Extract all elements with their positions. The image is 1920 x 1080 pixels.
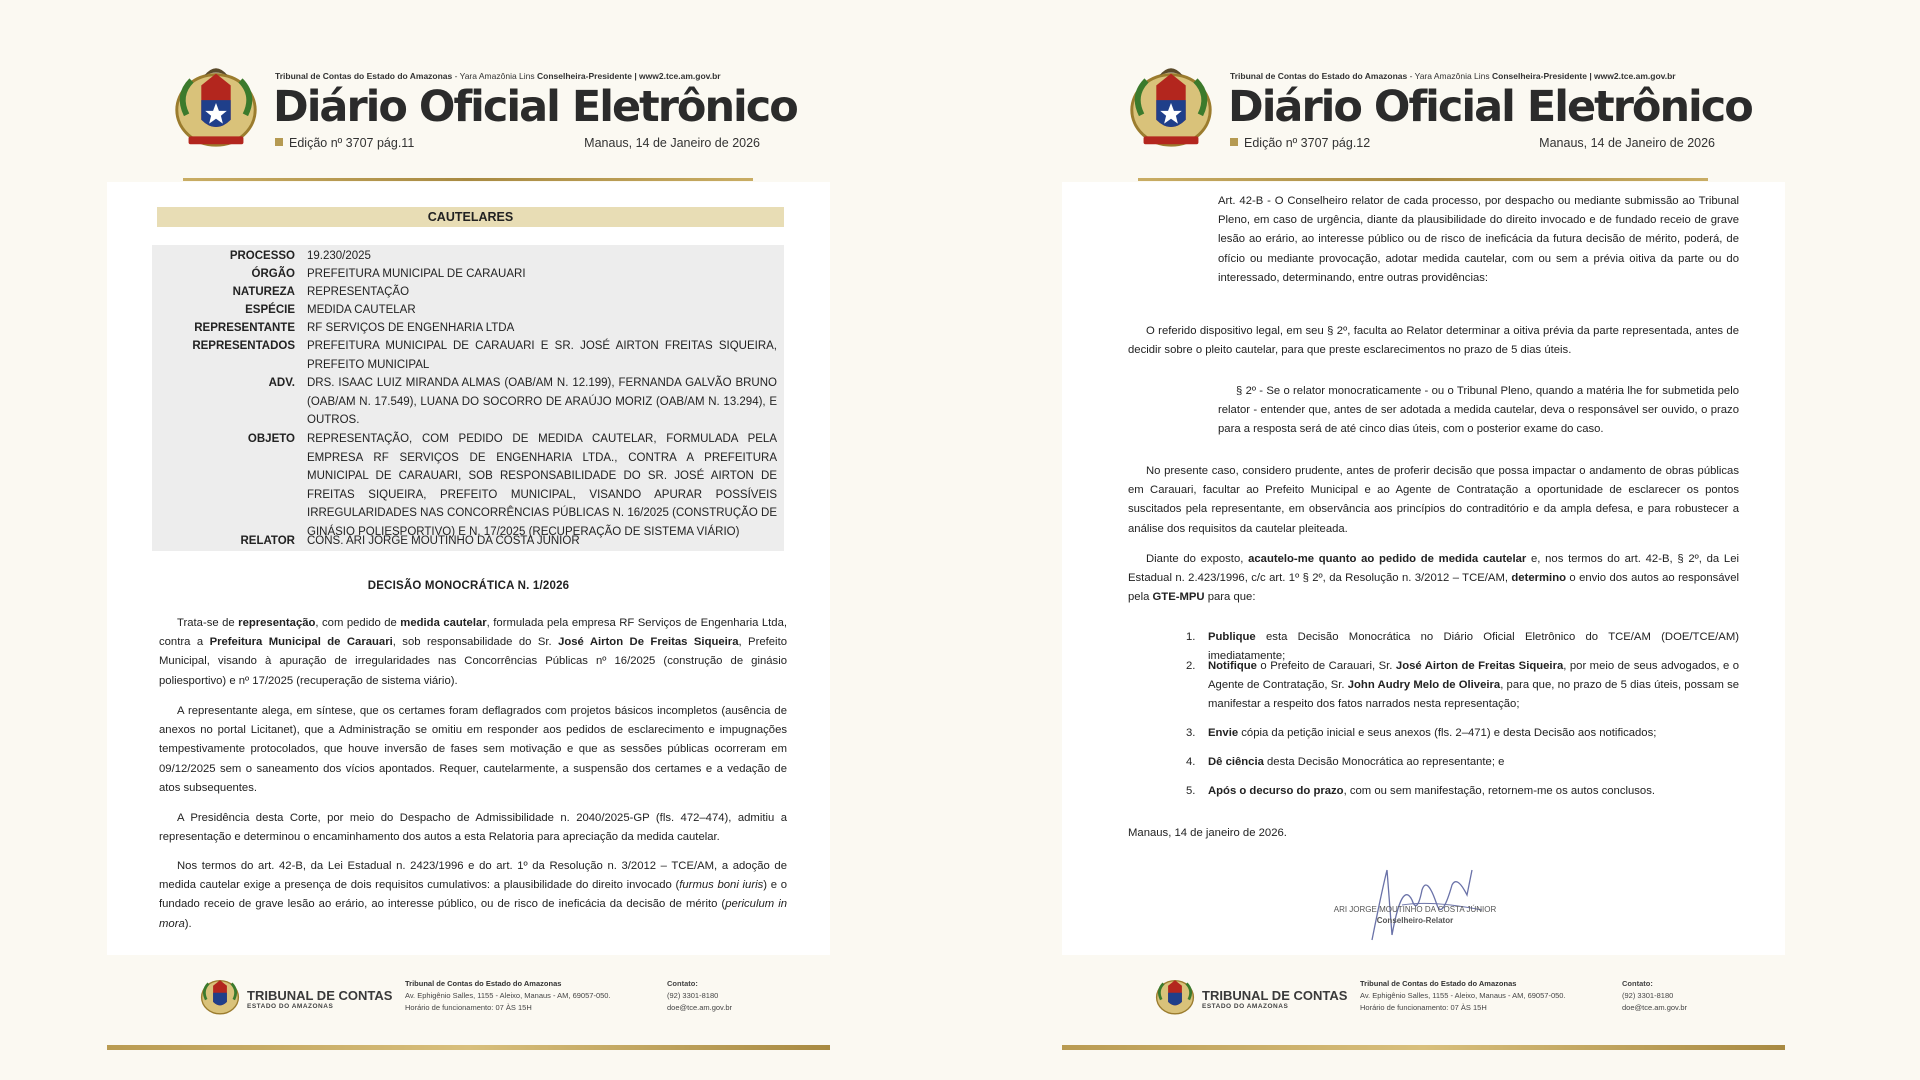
footer-contact: Contato: (92) 3301-8180 doe@tce.am.gov.br: [667, 979, 733, 1012]
document-sheet: [1062, 182, 1785, 955]
list-item: 5. Após o decurso do prazo, com ou sem manifestação, retornem-me os autos conclusos.: [1186, 785, 1656, 797]
footer-address: Tribunal de Contas do Estado do Amazonas Av. Ephigênio Salles, 1155 - Aleixo, Manaus - AM, 69057-050. Horário de funcionamento: 07 ÀS 15H: [405, 979, 611, 1012]
paragraph: No presente caso, considero prudente, antes de proferir decisão que possa impactar o andamento de obras públicas em Carauari, facultar ao Prefeito Municipal e ao Agente de Contratação a oportunidade de esclarecer os pontos suscitados pela representante, em observância aos princípios do contraditório e da ampla defesa, e para robustecer a análise dos requisitos da cautelar pleiteada.: [1128, 465, 1739, 535]
paragraph: O referido dispositivo legal, em seu § 2º, faculta ao Relator determinar a oitiva prévia da parte representada, antes de decidir sobre o pleito cautelar, para que preste esclarecimentos no prazo de 5 dias úteis.: [1128, 325, 1739, 357]
edition-date: Manaus, 14 de Janeiro de 2026: [584, 136, 760, 150]
signer-name: ARI JORGE MOUTINHO DA COSTA JÚNIOR: [1333, 905, 1497, 914]
signature-icon: [1342, 850, 1512, 950]
legal-quote: § 2º - Se o relator monocraticamente - ou o Tribunal Pleno, quando a matéria lhe for submetida pelo relator - entender que, antes de ser adotada a medida cautelar, deva o responsável ser ouvido, o prazo para a resposta será de até cinco dias úteis, com o posterior exame do caso.: [1218, 385, 1739, 436]
crest-emblem-icon: [1122, 56, 1220, 154]
list-item: 3. Envie cópia da petição inicial e seus anexos (fls. 2–471) e desta Decisão aos notificados;: [1186, 727, 1657, 739]
footer-address: Tribunal de Contas do Estado do Amazonas Av. Ephigênio Salles, 1155 - Aleixo, Manaus - AM, 69057-050. Horário de funcionamento: 07 ÀS 15H: [1360, 979, 1566, 1012]
journal-title: Diário Oficial Eletrônico: [273, 82, 797, 132]
paragraph: A representante alega, em síntese, que os certames foram deflagrados com projetos básicos incompletos (ausência de anexos no portal Licitanet), que a Administração se omitiu em responder aos pedidos de esclarecimento e impugnações tempestivamente protocolados, que houve inversão de fases sem motivação e que as sessões públicas ocorreram em 09/12/2025 sem o saneamento dos vícios apontados. Requer, cautelarmente, a suspensão dos certames e a vedação de atos subsequentes.: [159, 705, 787, 794]
paragraph: Diante do exposto, acautelo-me quanto ao pedido de medida cautelar e, nos termos do art. 42-B, § 2º, da Lei Estadual n. 2.423/1996, c/c art. 1º § 2º, da Resolução n. 3/2012 – TCE/AM, determino o envio dos autos ao responsável pela GTE-MPU para que:: [1128, 553, 1739, 604]
page-footer: [1062, 970, 1785, 1050]
page-header: [1062, 0, 1785, 180]
footer-crest-icon: [197, 972, 243, 1018]
section-title: CAUTELARES: [157, 207, 784, 227]
edition-date: Manaus, 14 de Janeiro de 2026: [1539, 136, 1715, 150]
page-footer: [107, 970, 830, 1050]
paragraph: Nos termos do art. 42-B, da Lei Estadual n. 2423/1996 e do art. 1º da Resolução n. 3/2012 – TCE/AM, a adoção de medida cautelar exige a presença de dois requisitos cumulativos: a plausibilidade do direito invocado (furmus boni iuris) e o fundado receio de grave lesão ao erário, ao interesse público, ou de risco de ineficácia da decisão de mérito (periculum in mora).: [159, 860, 788, 930]
legal-quote: Art. 42-B - O Conselheiro relator de cada processo, por despacho ou mediante submissão ao Tribunal Pleno, em caso de urgência, diante da plausibilidade do direito invocado e de fundado receio de grave lesão ao erário, ao interesse público ou de risco de ineficácia da futura decisão de mérito, poderá, de ofício ou mediante provocação, adotar medida cautelar, com ou sem a prévia oitiva da parte ou do interessado, determinando, entre outras providências:: [1218, 195, 1739, 284]
process-info-table: PROCESSO 19.230/2025 ÓRGÃO PREFEITURA MUNICIPAL DE CARAUARI NATUREZA REPRESENTAÇÃO ESPÉCIE MEDIDA CAUTELAR REPRESENTANTE RF SERVIÇOS DE ENGENHARIA LTDA REPRESENTADOS PREFEITURA MUNICIPAL DE CARAUARI E SR. JOSÉ AIRTON FREITAS SIQUEIRA, PREFEITO MUNICIPAL ADV. DRS. ISAAC LUIZ MIRANDA ALMAS (OAB/AM N. 12.199), FERNANDA GALVÃO BRUNO (OAB/AM N. 17.549), LUANA DO SOCORRO DE ARAÚJO MORIZ (OAB/AM N. 13.294), E OUTROS. OBJETO REPRESENTAÇÃO, COM PEDIDO DE MEDIDA CAUTELAR, FORMULADA PELA EMPRESA RF SERVIÇOS DE ENGENHARIA LTDA., CONTRA A PREFEITURA MUNICIPAL DE CARAUARI, SOB RESPONSABILIDADE DO SR. JOSÉ AIRTON DE FREITAS SIQUEIRA, PREFEITO MUNICIPAL, VISANDO APURAR POSSÍVEIS IRREGULARIDADES NAS CONCORRÊNCIAS PÚBLICAS N. 16/2025 (CONSTRUÇÃO DE GINÁSIO POLIESPORTIVO) E N. 17/2025 (RECUPERAÇÃO DE SISTEMA VIÁRIO) RELATOR CONS. ARI JORGE MOUTINHO DA COSTA JÚNIOR: [152, 245, 784, 551]
document-sheet: [107, 182, 830, 955]
footer-brand-sub: ESTADO DO AMAZONAS: [247, 1003, 334, 1010]
list-item: 2. Notifique o Prefeito de Carauari, Sr. José Airton de Freitas Siqueira, por meio de seus advogados, e o Agente de Contratação, Sr. John Audry Melo de Oliveira, para que, no prazo de 5 dias úteis, possam se manifestar a respeito dos fatos narrados nesta representação;: [1186, 660, 1740, 711]
header-top-line: Tribunal de Contas do Estado do Amazonas - Yara Amazônia Lins Conselheira-Presidente | www2.tce.am.gov.br: [275, 71, 721, 81]
edition-label: Edição nº 3707 pág.12: [1230, 136, 1370, 150]
edition-label: Edição nº 3707 pág.11: [275, 136, 414, 150]
footer-brand-sub: ESTADO DO AMAZONAS: [1202, 1003, 1289, 1010]
list-item: 1. Publique esta Decisão Monocrática no Diário Oficial Eletrônico do TCE/AM (DOE/TCE/AM) imediatamente;: [1186, 631, 1739, 663]
paragraph: Trata-se de representação, com pedido de medida cautelar, formulada pela empresa RF Serviços de Engenharia Ltda, contra a Prefeitura Municipal de Carauari, sob responsabilidade do Sr. José Airton De Freitas Siqueira, Prefeito Municipal, visando à apuração de irregularidades nas Concorrências Públicas nº 16/2025 (construção de ginásio poliesportivo) e nº 17/2025 (recuperação de sistema viário).: [159, 617, 787, 687]
footer-brand: TRIBUNAL DE CONTAS: [247, 988, 393, 1003]
crest-emblem-icon: [167, 56, 265, 154]
journal-title: Diário Oficial Eletrônico: [1228, 82, 1752, 132]
header-top-line: Tribunal de Contas do Estado do Amazonas - Yara Amazônia Lins Conselheira-Presidente | www2.tce.am.gov.br: [1230, 71, 1676, 81]
signer-role: Conselheiro-Relator: [1376, 916, 1454, 925]
paragraph: A Presidência desta Corte, por meio do Despacho de Admissibilidade n. 2040/2025-GP (fls. 472–474), admitiu a representação e determinou o encaminhamento dos autos a esta Relatoria para apreciação da medida cautelar.: [159, 812, 787, 844]
list-item: 4. Dê ciência desta Decisão Monocrática ao representante; e: [1186, 756, 1505, 768]
journal-page-11: [107, 0, 830, 1080]
footer-crest-icon: [1152, 972, 1198, 1018]
footer-contact: Contato: (92) 3301-8180 doe@tce.am.gov.br: [1622, 979, 1688, 1012]
closing-date: Manaus, 14 de janeiro de 2026.: [1128, 827, 1287, 839]
decision-title: DECISÃO MONOCRÁTICA N. 1/2026: [367, 580, 570, 592]
page-header: [107, 0, 830, 180]
journal-page-12: [1062, 0, 1785, 1080]
footer-brand: TRIBUNAL DE CONTAS: [1202, 988, 1348, 1003]
